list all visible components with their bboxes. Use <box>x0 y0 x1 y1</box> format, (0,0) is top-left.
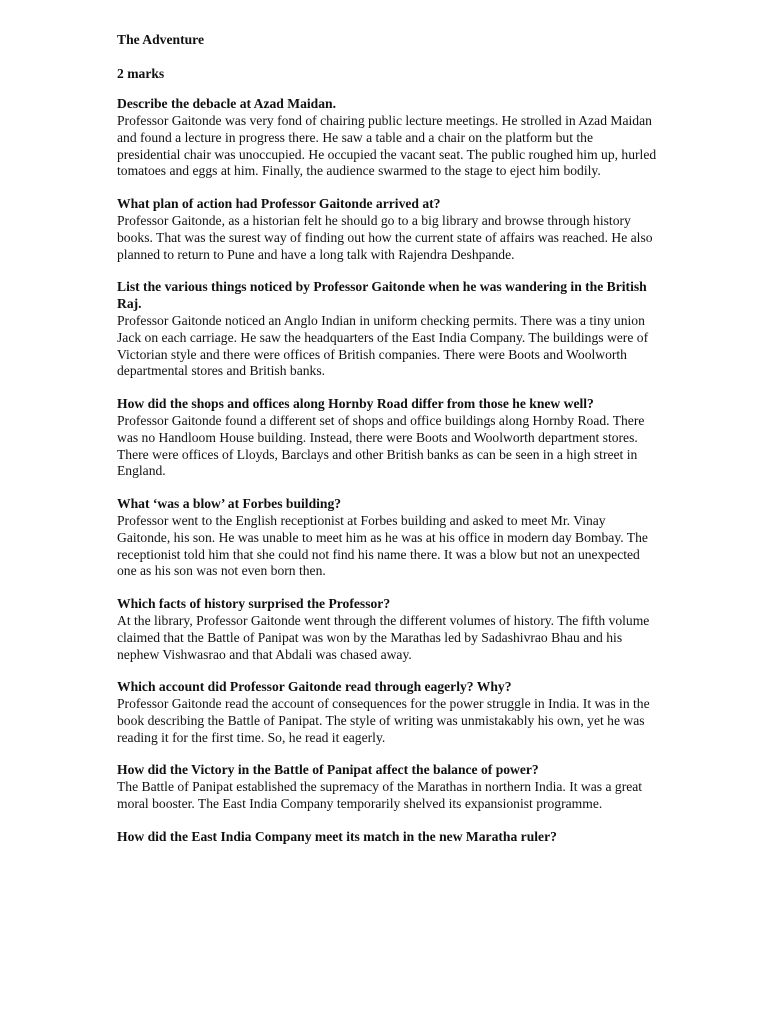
qa-item <box>117 396 657 480</box>
qa-item <box>117 762 657 812</box>
question-text: How did the shops and offices along Hornby Road differ from those he knew well? <box>117 396 594 412</box>
qa-item <box>117 829 657 846</box>
answer-text: Professor Gaitonde, as a historian felt he should go to a big library and browse through history books. That was the surest way of finding out how the current state of affairs was reached. He also planned to return to Pune and have a long talk with Rajendra Deshpande. <box>117 212 653 262</box>
answer-text: At the library, Professor Gaitonde went through the different volumes of history. The fifth volume claimed that the Battle of Panipat was won by the Marathas led by Sadashivrao Bhau and his nephew Vishwasrao and that Abdali was chased away. <box>117 612 650 662</box>
answer-text: Professor Gaitonde noticed an Anglo Indian in uniform checking permits. There was a tiny union Jack on each carriage. He saw the headquarters of the East India Company. The buildings were of Victorian style and there were offices of British companies. There were Boots and Woolworth departmental stores and British banks. <box>117 312 649 379</box>
answer-text: The Battle of Panipat established the supremacy of the Marathas in northern India. It was a great moral booster. The East India Company temporarily shelved its expansionist programme. <box>117 779 643 812</box>
question-text: Describe the debacle at Azad Maidan. <box>117 96 336 112</box>
answer-text: Professor Gaitonde read the account of consequences for the power struggle in India. It was in the book describing the Battle of Panipat. The style of writing was unmistakably his own, yet he was reading it for the first time. So, he read it eagerly. <box>117 696 650 745</box>
qa-item <box>117 96 657 180</box>
question-text: List the various things noticed by Professor Gaitonde when he was wandering in the British Raj. <box>117 279 647 312</box>
answer-text: Professor Gaitonde was very fond of chairing public lecture meetings. He strolled in Azad Maidan and found a lecture in progress there. He saw a table and a chair on the platform but the presidential chair was unoccupied. He occupied the vacant seat. The public roughed him up, hurled tomatoes and eggs at him. Finally, the audience swarmed to the stage to eject him bodily. <box>117 112 657 179</box>
document-page <box>117 32 657 846</box>
question-text: What plan of action had Professor Gaitonde arrived at? <box>117 196 441 212</box>
question-text: How did the Victory in the Battle of Panipat affect the balance of power? <box>117 762 539 778</box>
qa-item <box>117 279 657 380</box>
question-text: How did the East India Company meet its match in the new Maratha ruler? <box>117 828 557 844</box>
answer-text: Professor Gaitonde found a different set of shops and office buildings along Hornby Road. There was no Handloom House building. Instead, there were Boots and Woolworth department stores. There were offices of Lloyds, Barclays and other British banks as can be seen in a high street in England. <box>117 412 645 479</box>
qa-item <box>117 679 657 746</box>
qa-list <box>117 96 657 845</box>
question-text: Which facts of history surprised the Professor? <box>117 596 391 612</box>
question-text: Which account did Professor Gaitonde read through eagerly? Why? <box>117 679 512 695</box>
qa-item <box>117 596 657 663</box>
document-title: The Adventure <box>117 32 204 47</box>
qa-item <box>117 496 657 580</box>
qa-item <box>117 196 657 263</box>
answer-text: Professor went to the English receptionist at Forbes building and asked to meet Mr. Vinay Gaitonde, his son. He was unable to meet him as he was at his office in modern day Bombay. The receptionist told him that she could not find his name there. It was a blow but not an unexpected one as his son was not even born then. <box>117 512 648 579</box>
section-marks-heading: 2 marks <box>117 65 165 81</box>
question-text: What ‘was a blow’ at Forbes building? <box>117 496 342 512</box>
